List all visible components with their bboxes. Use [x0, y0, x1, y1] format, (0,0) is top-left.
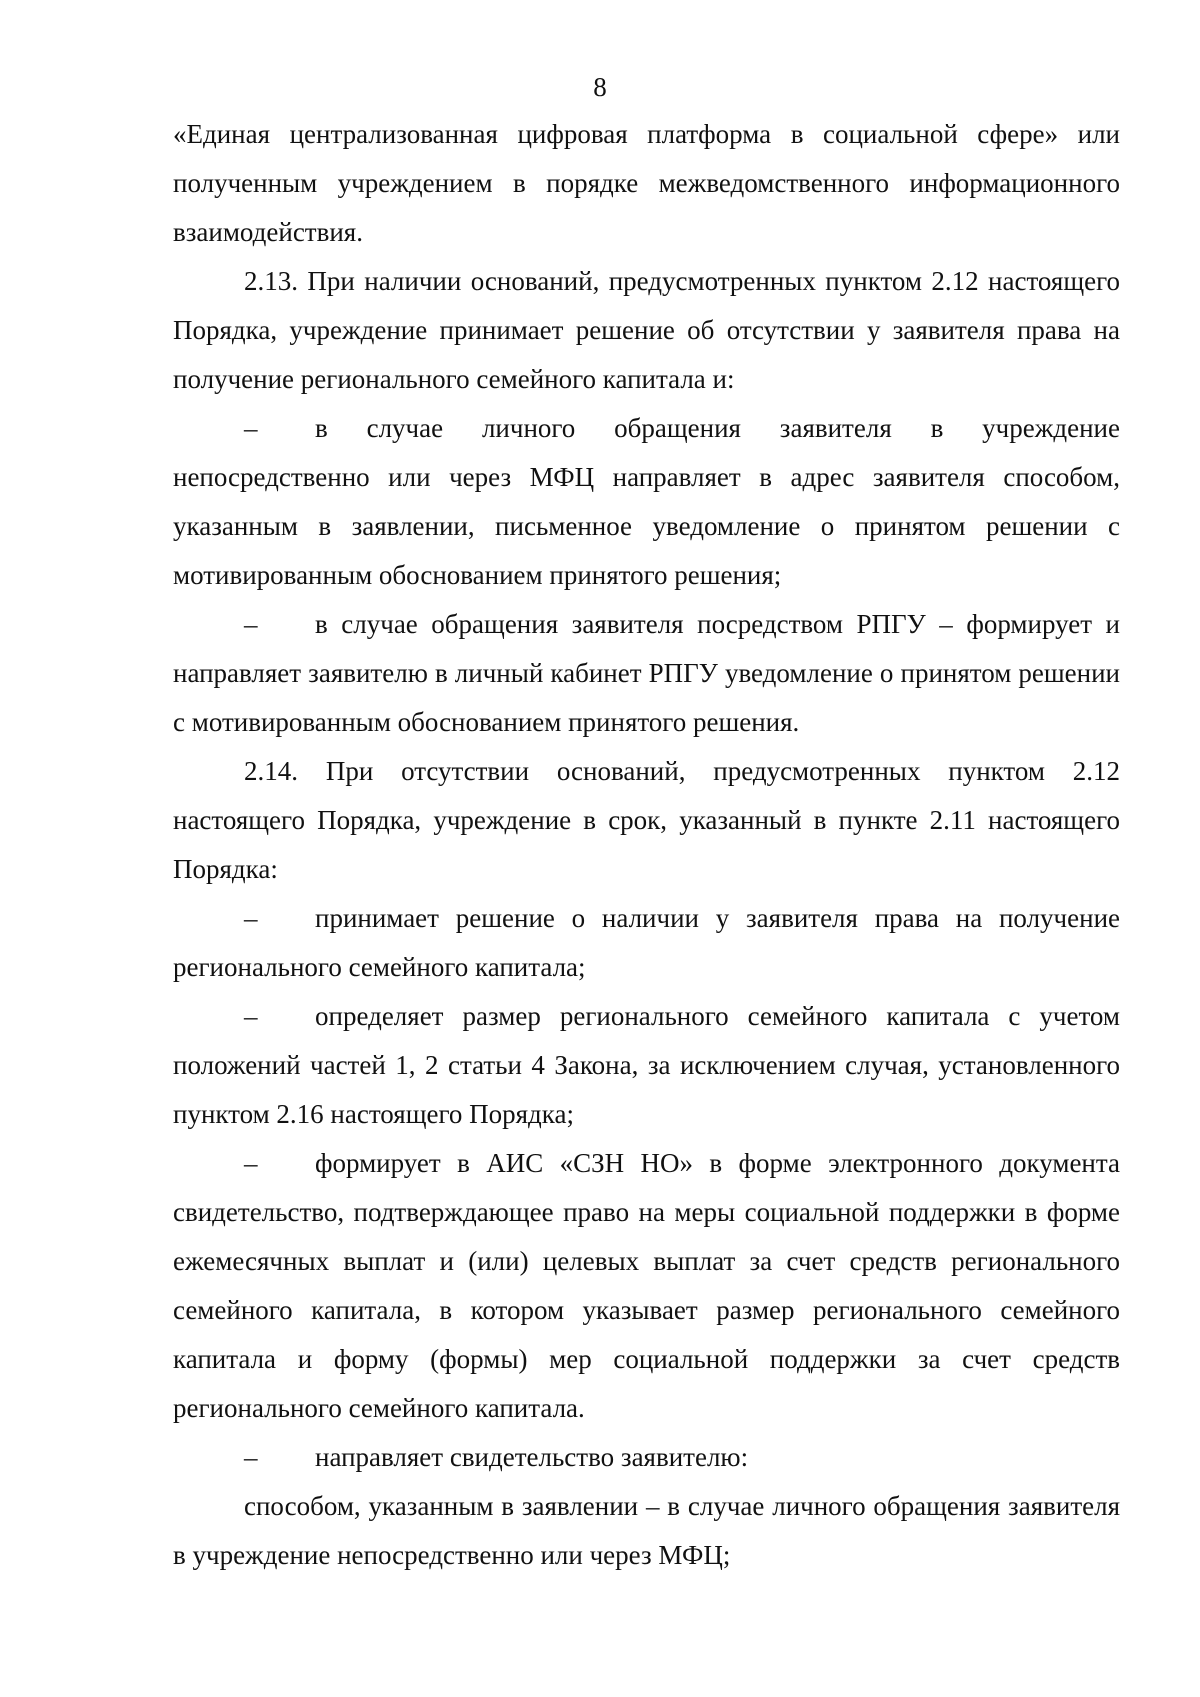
list-item-text: в случае обращения заявителя посредством РПГУ – формирует и направляет заявителю в личный кабинет РПГУ уведомление о принятом решении с мотивированным обоснованием принятого решения. [173, 609, 1120, 737]
paragraph-delivery-method [173, 1482, 1120, 1580]
dash-marker: – [244, 413, 258, 443]
paragraph-text: способом, указанным в заявлении – в случае личного обращения заявителя в учреждение непосредственно или через МФЦ; [173, 1491, 1120, 1570]
paragraph-text: «Единая централизованная цифровая платформа в социальной сфере» или полученным учреждением в порядке межведомственного информационного взаимодействия. [173, 119, 1120, 247]
dash-marker: – [244, 1001, 258, 1031]
dash-marker: – [244, 1442, 258, 1472]
document-body [173, 110, 1120, 1580]
list-item-dash [173, 1433, 1120, 1482]
list-item-text: формирует в АИС «СЗН НО» в форме электронного документа свидетельство, подтверждающее право на меры социальной поддержки в форме ежемесячных выплат и (или) целевых выплат за счет средств регионального семейного капитала, в котором указывает размер регионального семейного капитала и форму (формы) мер социальной поддержки за счет средств регионального семейного капитала. [173, 1148, 1120, 1423]
paragraph-text: 2.13. При наличии оснований, предусмотренных пунктом 2.12 настоящего Порядка, учреждение принимает решение об отсутствии у заявителя права на получение регионального семейного капитала и: [173, 266, 1120, 394]
paragraph-continuation [173, 110, 1120, 257]
list-item-dash [173, 600, 1120, 747]
paragraph-text: 2.14. При отсутствии оснований, предусмотренных пунктом 2.12 настоящего Порядка, учреждение в срок, указанный в пункте 2.11 настоящего Порядка: [173, 756, 1120, 884]
list-item-dash [173, 992, 1120, 1139]
paragraph-2-14 [173, 747, 1120, 894]
list-item-dash [173, 894, 1120, 992]
paragraph-2-13 [173, 257, 1120, 404]
list-item-dash [173, 404, 1120, 600]
list-item-dash [173, 1139, 1120, 1433]
list-item-text: направляет свидетельство заявителю: [315, 1442, 749, 1472]
dash-marker: – [244, 609, 258, 639]
dash-marker: – [244, 903, 258, 933]
page-number: 8 [593, 72, 607, 102]
list-item-text: в случае личного обращения заявителя в учреждение непосредственно или через МФЦ направляет в адрес заявителя способом, указанным в заявлении, письменное уведомление о принятом решении с мотивированным обоснованием принятого решения; [173, 413, 1120, 590]
list-item-text: принимает решение о наличии у заявителя права на получение регионального семейного капитала; [173, 903, 1120, 982]
dash-marker: – [244, 1148, 258, 1178]
list-item-text: определяет размер регионального семейного капитала с учетом положений частей 1, 2 статьи 4 Закона, за исключением случая, установленного пунктом 2.16 настоящего Порядка; [173, 1001, 1120, 1129]
